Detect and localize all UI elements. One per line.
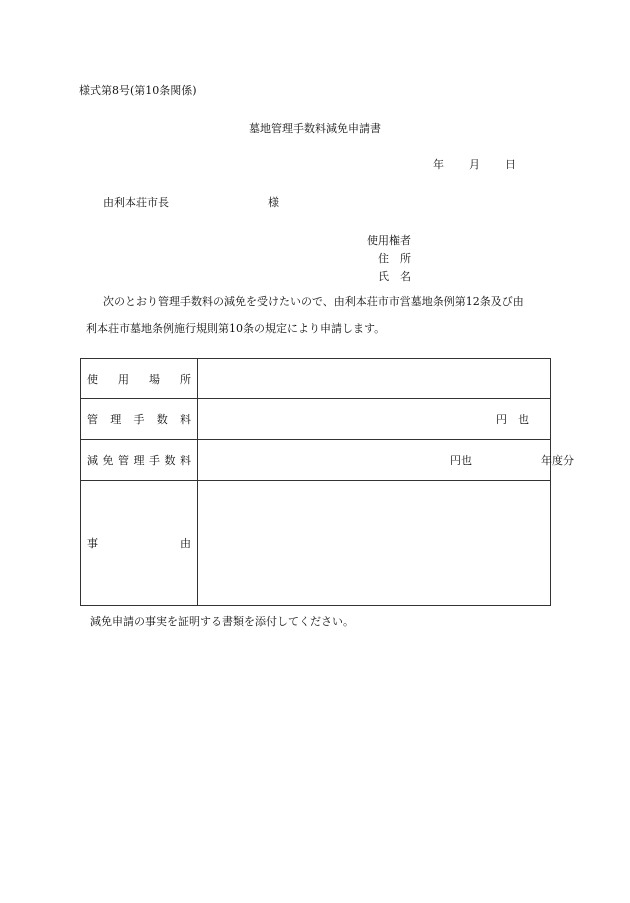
table-row-reduced-fee <box>81 440 574 481</box>
applicant-address-label: 住 所 <box>378 252 411 265</box>
label-char: 数 <box>156 413 168 426</box>
reduced-fee-yen-suffix: 円也 <box>450 454 472 467</box>
date-month: 月 <box>469 158 480 171</box>
label-char: 数 <box>164 454 176 467</box>
management-fee-yen-suffix: 円 也 <box>496 413 529 426</box>
label-char: 料 <box>180 454 191 467</box>
application-table <box>80 358 574 606</box>
label-char: 免 <box>102 454 114 467</box>
addressee-name: 由利本荘市長 <box>103 196 169 209</box>
label-char: 手 <box>133 413 145 426</box>
form-number: 様式第8号(第10条関係) <box>79 84 197 97</box>
label-char: 理 <box>133 454 145 467</box>
label-char: 由 <box>180 537 191 550</box>
management-fee-field[interactable] <box>198 399 550 439</box>
label-char: 所 <box>180 372 191 386</box>
label-management-fee <box>81 399 198 439</box>
reduced-fee-field[interactable] <box>198 440 574 480</box>
label-reason <box>81 481 198 605</box>
table-row-reason <box>81 481 550 605</box>
usage-location-field[interactable] <box>198 359 550 398</box>
label-char: 理 <box>110 413 122 426</box>
label-char: 料 <box>180 413 191 426</box>
label-char: 事 <box>87 537 98 550</box>
label-char: 手 <box>149 454 160 467</box>
label-char: 減 <box>87 454 98 467</box>
label-char: 管 <box>87 413 98 426</box>
body-text-line-1: 次のとおり管理手数料の減免を受けたいので、由利本荘市市営墓地条例第12条及び由 <box>103 295 524 308</box>
date-year: 年 <box>433 158 444 171</box>
table-row-management-fee <box>81 399 550 440</box>
label-char: 管 <box>118 454 129 467</box>
label-usage-location <box>81 359 198 398</box>
reduced-fee-fiscal-year-suffix: 年度分 <box>541 454 574 467</box>
document-title: 墓地管理手数料減免申請書 <box>249 122 381 135</box>
label-char: 使 <box>87 372 98 386</box>
date-day: 日 <box>505 158 516 171</box>
label-reduced-fee <box>81 440 198 480</box>
applicant-user-label: 使用権者 <box>367 234 411 247</box>
label-char: 用 <box>118 372 129 386</box>
reason-field[interactable] <box>198 481 550 605</box>
addressee-honorific: 様 <box>268 196 279 209</box>
table-row-usage-location <box>81 359 550 399</box>
applicant-name-label: 氏 名 <box>378 270 411 283</box>
footnote: 減免申請の事実を証明する書類を添付してください。 <box>90 615 354 628</box>
label-char: 場 <box>149 372 160 386</box>
body-text-line-2: 利本荘市墓地条例施行規則第10条の規定により申請します。 <box>86 322 386 335</box>
